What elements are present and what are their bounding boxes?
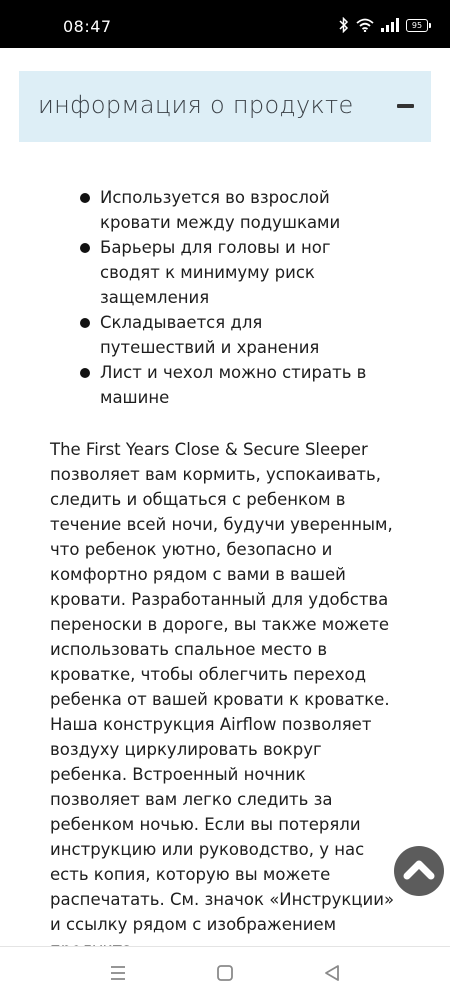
- chevron-up-icon: [394, 846, 444, 896]
- feature-text: Лист и чехол можно стирать в машине: [100, 363, 367, 407]
- signal-icon: [381, 18, 399, 32]
- bullet-icon: [80, 193, 90, 203]
- minus-icon[interactable]: [397, 104, 414, 108]
- status-icons: [339, 16, 428, 34]
- scroll-to-top-button[interactable]: [394, 846, 444, 896]
- back-triangle-icon[interactable]: [320, 961, 344, 985]
- status-time: 08:47: [63, 17, 112, 36]
- bluetooth-icon: [339, 17, 349, 33]
- feature-text: Барьеры для головы и ног сводят к минимуму риск защемления: [100, 238, 331, 307]
- bullet-icon: [80, 243, 90, 253]
- bullet-icon: [80, 368, 90, 378]
- list-item: [78, 235, 378, 310]
- feature-text: Используется во взрослой кровати между подушками: [100, 188, 341, 232]
- wifi-icon: [356, 18, 374, 32]
- feature-text: Складывается для путешествий и хранения: [100, 313, 320, 357]
- list-item: [78, 185, 378, 235]
- status-bar: [0, 0, 450, 48]
- bullet-icon: [80, 318, 90, 328]
- menu-icon[interactable]: [106, 961, 130, 985]
- features-list: [78, 185, 378, 410]
- accordion-title: информация о продукте: [38, 91, 354, 119]
- battery-icon: 95: [406, 19, 428, 32]
- system-nav-bar: [0, 947, 450, 1000]
- product-info-accordion-header[interactable]: [19, 71, 431, 142]
- home-square-icon[interactable]: [213, 961, 237, 985]
- list-item: [78, 360, 378, 410]
- product-description: The First Years Close & Secure Sleeper позволяет вам кормить, успокаивать, следить и общаться с ребенком в течение всей ночи, будучи уверенным, что ребенок уютно, безопасно и комфортно рядом с вами в вашей кровати. Разработанный для удобства переноски в дороге, вы также можете использовать спальное место в кроватке, чтобы облегчить переход ребенка от вашей кровати к кроватке. Наша конструкция Airflow позволяет воздуху циркулировать вокруг ребенка. Встроенный ночник позволяет вам легко следить за ребенком ночью. Если вы потеряли инструкцию или руководство, у нас есть копия, которую вы можете распечатать. См. значок «Инструкции» и ссылку рядом с изображением: [50, 440, 395, 934]
- list-item: [78, 310, 378, 360]
